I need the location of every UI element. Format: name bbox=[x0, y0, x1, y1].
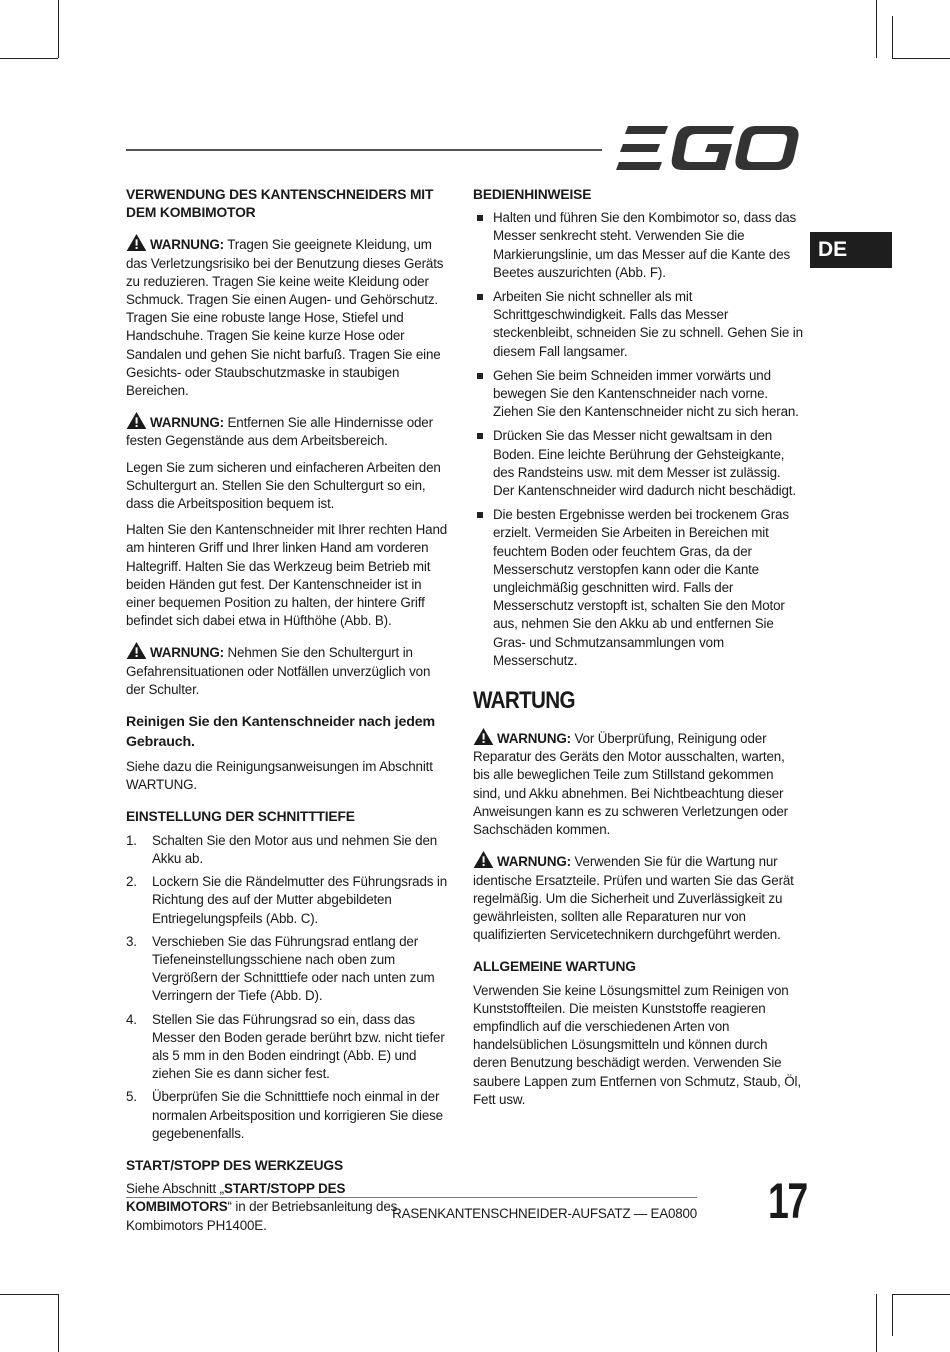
footer-title: RASENKANTENSCHNEIDER-AUFSATZ — EA0800 bbox=[392, 1206, 697, 1221]
crop-mark bbox=[892, 16, 893, 58]
bullet-square-icon bbox=[477, 215, 483, 221]
body-paragraph: Legen Sie zum sicheren und einfacheren Arbeiten den Schultergurt an. Stellen Sie den Schultergurt so ein, dass die Arbeitsposition bequem ist. bbox=[126, 459, 441, 512]
startstop-heading: START/STOPP DES WERKZEUGS bbox=[126, 1157, 344, 1173]
warning-text: Vor Überprüfung, Reinigung oder Reparatur des Geräts den Motor ausschalten, warten, bis alle beweglichen Teile zum Stillstand gekommen sind, und Akku abnehmen. Bei Nichtbeachtung dieser Anweisungen kann es zu schweren Verletzungen oder Sachschäden kommen. bbox=[473, 731, 788, 838]
crop-mark bbox=[58, 0, 59, 58]
cleaning-heading: Reinigen Sie den Kantenschneider nach jedem Gebrauch. bbox=[126, 714, 435, 750]
crop-mark bbox=[892, 1294, 950, 1295]
step-text: Schalten Sie den Motor aus und nehmen Sie den Akku ab. bbox=[152, 832, 438, 866]
warning-text: Nehmen Sie den Schultergurt in Gefahrensituationen oder Notfällen unverzüglich von der Schulter. bbox=[126, 645, 431, 697]
bullet-text: Drücken Sie das Messer nicht gewaltsam in den Boden. Eine leichte Berührung der Gehsteigkante, des Randsteins usw. mit dem Messer ist zulässig. Der Kantenschneider wird dadurch nicht beschädigt. bbox=[493, 428, 796, 499]
list-item bbox=[126, 933, 452, 1006]
general-maintenance-text: Verwenden Sie keine Lösungsmittel zum Reinigen von Kunststoffteilen. Die meisten Kunststoffe reagieren empfindlich auf die verschiedenen Arten von handelsüblichen Lösungsmitteln und können durch deren Benutzung beschädigt werden. Verwenden Sie saubere Lappen zum Entfernen von Schmutz, Staub, Öl, Fett usw. bbox=[473, 982, 801, 1107]
page-number: 17 bbox=[768, 1173, 807, 1229]
hints-heading: BEDIENHINWEISE bbox=[473, 187, 592, 202]
left-column bbox=[126, 186, 452, 1243]
crop-mark bbox=[0, 58, 58, 59]
warning-triangle-icon bbox=[126, 234, 147, 251]
warning-triangle-icon bbox=[473, 851, 494, 868]
step-text: Überprüfen Sie die Schnitttiefe noch einmal in der normalen Arbeitsposition und korrigieren Sie diese gegebenenfalls. bbox=[152, 1089, 443, 1141]
cleaning-text: Siehe dazu die Reinigungsanweisungen im Abschnitt WARTUNG. bbox=[126, 759, 433, 793]
hints-list bbox=[473, 209, 803, 670]
startstop-text-before: Siehe Abschnitt „ bbox=[126, 1181, 224, 1197]
warning-paragraph bbox=[473, 728, 803, 839]
step-text: Stellen Sie das Führungsrad so ein, dass das Messer den Boden gerade berührt bzw. nicht tiefer als 5 mm in den Boden eindringt (Abb. E) und ziehen Sie es dann sicher fest. bbox=[152, 1011, 445, 1082]
step-number: 3. bbox=[126, 933, 137, 949]
general-maintenance-heading: ALLGEMEINE WARTUNG bbox=[473, 959, 636, 975]
startstop-text-bold: START/STOPP DES KOMBIMOTORS bbox=[126, 1181, 346, 1215]
warning-label: WARNUNG: bbox=[150, 237, 224, 253]
bullet-square-icon bbox=[477, 433, 483, 439]
header-rule bbox=[126, 149, 602, 151]
step-text: Verschieben Sie das Führungsrad entlang der Tiefeneinstellungsschiene nach oben zum Vergrößern der Schnitttiefe oder nach unten zum Verringern der Tiefe (Abb. D). bbox=[152, 933, 435, 1004]
crop-mark bbox=[876, 1294, 877, 1352]
step-number: 5. bbox=[126, 1089, 137, 1105]
language-tab: DE bbox=[810, 232, 892, 268]
step-text: Lockern Sie die Rändelmutter des Führungsrads in Richtung des auf der Mutter abgebildeten Entriegelungspfeils (Abb. C). bbox=[152, 874, 447, 926]
ego-logo bbox=[616, 126, 800, 170]
crop-mark bbox=[892, 58, 950, 59]
startstop-text-after: “ in der Betriebsanleitung des Kombimotors PH1400E. bbox=[126, 1199, 398, 1233]
bullet-square-icon bbox=[477, 512, 483, 518]
list-item bbox=[473, 367, 803, 422]
step-number: 4. bbox=[126, 1011, 137, 1027]
list-item bbox=[126, 1088, 452, 1143]
list-item bbox=[473, 506, 803, 670]
step-number: 2. bbox=[126, 874, 137, 890]
warning-text: Verwenden Sie für die Wartung nur identische Ersatzteile. Prüfen und warten Sie das Gerät regelmäßig. Um die Sicherheit und Zuverlässigkeit zu gewährleisten, sollten alle Reparaturen nur von qualifizierten Servicetechnikern durchgeführt werden. bbox=[473, 854, 794, 943]
warning-triangle-icon bbox=[126, 642, 147, 659]
crop-mark bbox=[876, 0, 877, 58]
warning-paragraph bbox=[473, 851, 803, 944]
list-item bbox=[126, 832, 452, 868]
depth-steps-list bbox=[126, 832, 452, 1143]
warning-text: Tragen Sie geeignete Kleidung, um das Verletzungsrisiko bei der Benutzung dieses Geräts zu reduzieren. Tragen Sie keine weite Kleidung oder Schmuck. Tragen Sie einen Augen- und Gehörschutz. Tragen Sie eine robuste lange Hose, Stiefel und Handschuhe. Tragen Sie keine kurze Hose oder Sandalen und gehen Sie nicht barfuß. Tragen Sie eine Gesichts- oder Staubschutzmaske in staubigen Bereichen. bbox=[126, 237, 444, 399]
list-item bbox=[473, 209, 803, 282]
warning-paragraph bbox=[126, 412, 452, 450]
crop-mark bbox=[58, 1294, 59, 1352]
bullet-square-icon bbox=[477, 294, 483, 300]
section-heading: VERWENDUNG DES KANTENSCHNEIDERS MIT DEM KOMBIMOTOR bbox=[126, 187, 434, 221]
warning-label: WARNUNG: bbox=[150, 415, 224, 431]
list-item bbox=[473, 427, 803, 500]
footer-rule bbox=[126, 1197, 697, 1198]
warning-label: WARNUNG: bbox=[497, 854, 571, 870]
body-paragraph: Halten Sie den Kantenschneider mit Ihrer rechten Hand am hinteren Griff und Ihrer linken Hand am vorderen Haltegriff. Halten Sie das Werkzeug beim Betrieb mit beiden Händen gut fest. Der Kantenschneider ist in einer bequemen Position zu halten, der hintere Griff befindet sich dabei etwa in Hüfthöhe (Abb. B). bbox=[126, 522, 448, 629]
depth-heading: EINSTELLUNG DER SCHNITTTIEFE bbox=[126, 809, 355, 825]
warning-triangle-icon bbox=[473, 728, 494, 745]
warning-label: WARNUNG: bbox=[150, 645, 224, 661]
bullet-text: Halten und führen Sie den Kombimotor so, dass das Messer senkrecht steht. Verwenden Sie die Markierungslinie, um das Messer auf die Kante des Beetes auszurichten (Abb. F). bbox=[493, 210, 797, 280]
list-item bbox=[473, 288, 803, 361]
warning-label: WARNUNG: bbox=[497, 731, 571, 747]
step-number: 1. bbox=[126, 832, 137, 848]
list-item bbox=[126, 1011, 452, 1084]
bullet-text: Gehen Sie beim Schneiden immer vorwärts und bewegen Sie den Kantenschneider nach vorne. Ziehen Sie den Kantenschneider nicht zu sich heran. bbox=[493, 367, 799, 420]
bullet-text: Die besten Ergebnisse werden bei trockenem Gras erzielt. Vermeiden Sie Arbeiten in Bereichen mit feuchtem Boden oder feuchtem Gras, da der Messerschutz verstopfen kann oder die Kante ungleichmäßig geschnitten wird. Falls der Messerschutz verstopft ist, schalten Sie den Motor aus, nehmen Sie den Akku ab und entfernen Sie Gras- und Schmutzansammlungen vom Messerschutz. bbox=[493, 507, 789, 668]
warning-triangle-icon bbox=[126, 412, 147, 429]
maintenance-heading: WARTUNG bbox=[473, 687, 575, 715]
warning-paragraph bbox=[126, 234, 452, 400]
bullet-text: Arbeiten Sie nicht schneller als mit Schrittgeschwindigkeit. Falls das Messer steckenbleibt, schneiden Sie zu schnell. Gehen Sie in diesem Fall langsamer. bbox=[493, 289, 803, 359]
warning-text: Entfernen Sie alle Hindernisse oder festen Gegenstände aus dem Arbeitsbereich. bbox=[126, 415, 433, 449]
warning-paragraph bbox=[126, 642, 452, 699]
crop-mark bbox=[892, 1294, 893, 1336]
list-item bbox=[126, 873, 452, 928]
bullet-square-icon bbox=[477, 373, 483, 379]
crop-mark bbox=[0, 1294, 58, 1295]
right-column bbox=[473, 186, 803, 1117]
